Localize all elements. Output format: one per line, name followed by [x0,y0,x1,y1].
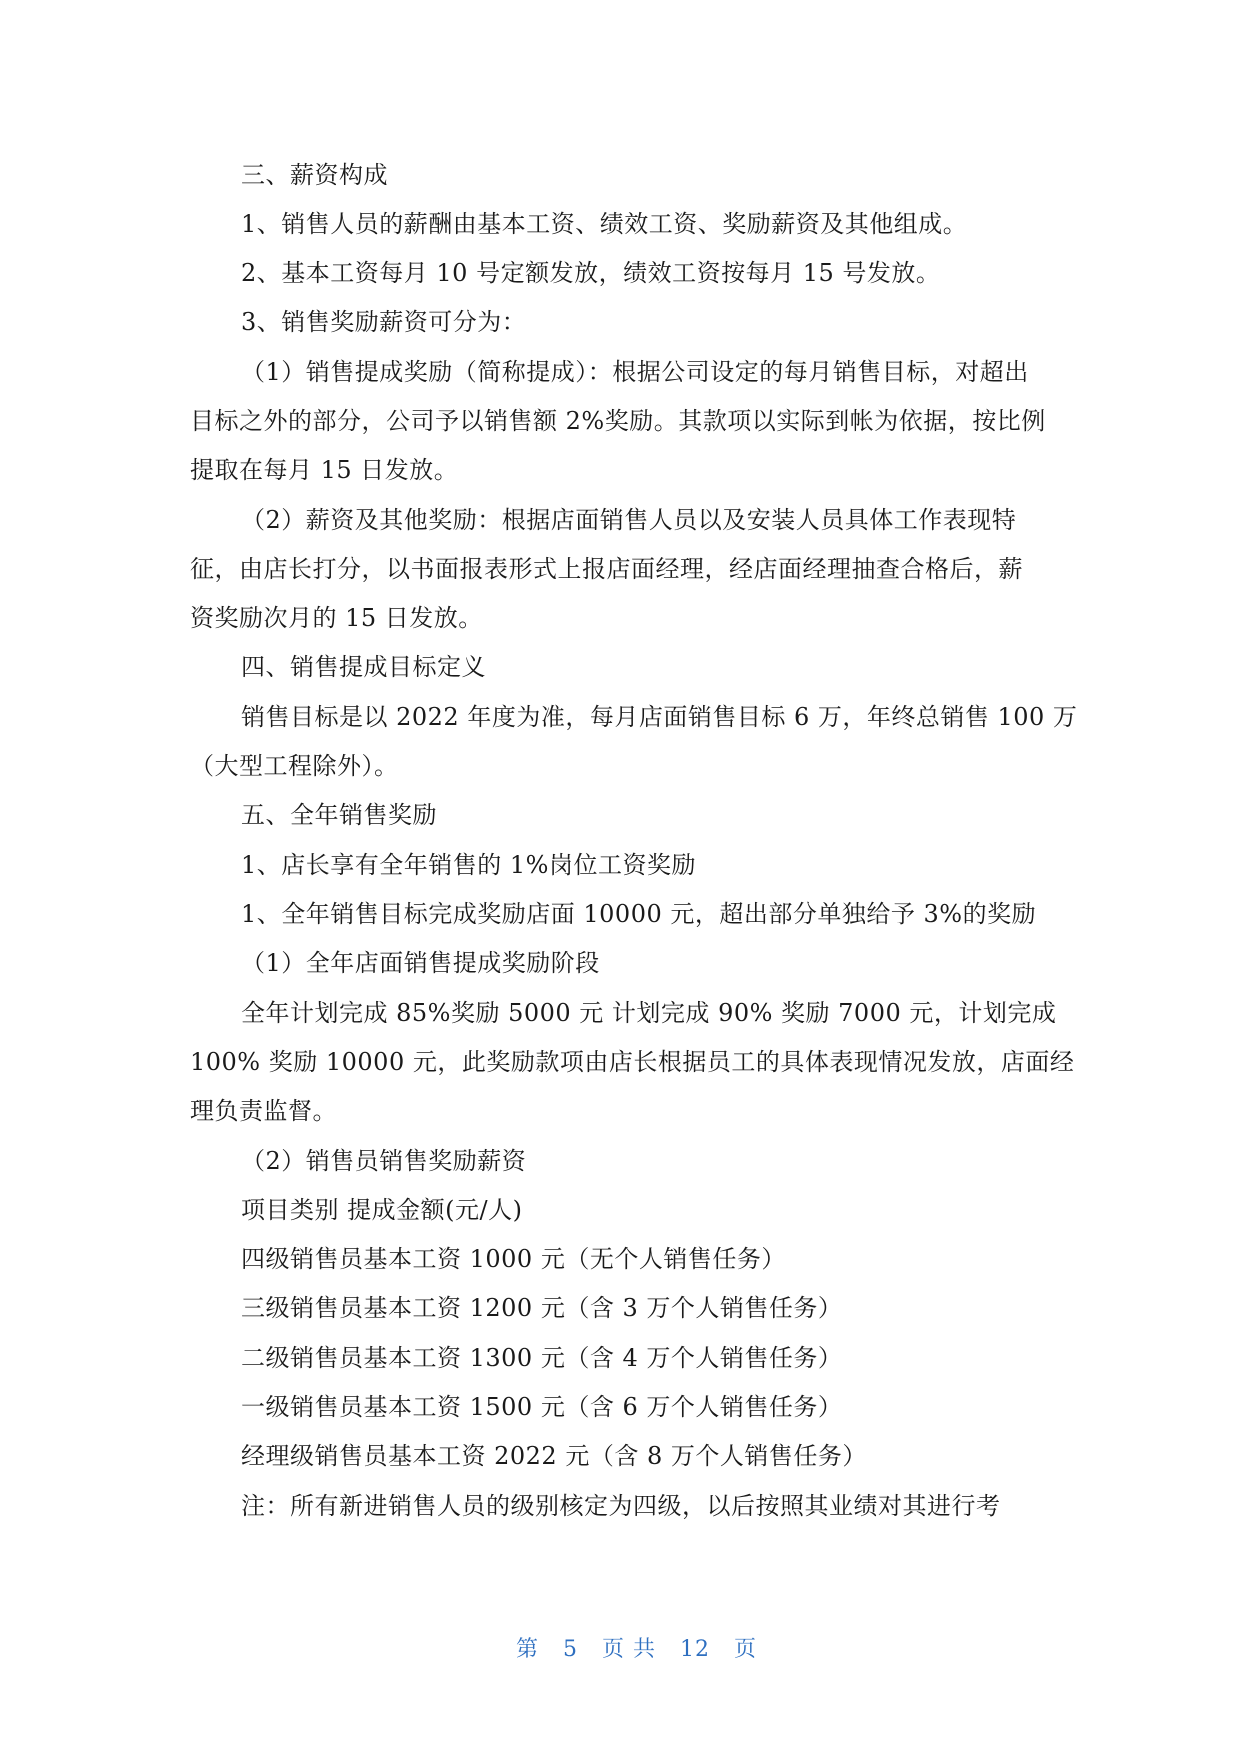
paragraph-line: 3、销售奖励薪资可分为： [241,308,527,336]
footer-label-page-end: 页 [733,1637,757,1662]
paragraph-line: 全年计划完成 85%奖励 5000 元 计划完成 90% 奖励 7000 元，计划完成 [241,999,1057,1027]
paragraph-line: （大型工程除外）。 [190,752,399,780]
section-heading-target-definition: 四、销售提成目标定义 [241,653,486,681]
list-item: 四级销售员基本工资 1000 元（无个人销售任务） [241,1245,786,1273]
paragraph-line: 1、销售人员的薪酬由基本工资、绩效工资、奖励薪资及其他组成。 [241,210,968,238]
footer-current-page: 5 [562,1637,578,1662]
paragraph-line: 目标之外的部分，公司予以销售额 2%奖励。其款项以实际到帐为依据，按比例 [190,407,1046,435]
footer-total-pages: 12 [679,1637,710,1662]
list-item: 三级销售员基本工资 1200 元（含 3 万个人销售任务） [241,1294,843,1322]
section-heading-salary-structure: 三、薪资构成 [241,161,388,189]
paragraph-line: 提取在每月 15 日发放。 [190,456,459,484]
paragraph-line: （1）全年店面销售提成奖励阶段 [241,949,600,977]
paragraph-line: 注：所有新进销售人员的级别核定为四级，以后按照其业绩对其进行考 [241,1492,1001,1520]
footer-label-of: 页 共 [601,1637,656,1662]
paragraph-line: 征，由店长打分，以书面报表形式上报店面经理，经店面经理抽查合格后，薪 [190,555,1023,583]
paragraph-line: （2）薪资及其他奖励：根据店面销售人员以及安装人员具体工作表现特 [241,506,1017,534]
paragraph-line: 销售目标是以 2022 年度为准，每月店面销售目标 6 万，年终总销售 100 万 [241,703,1078,731]
paragraph-line: （1）销售提成奖励（简称提成）：根据公司设定的每月销售目标，对超出 [241,358,1029,386]
section-heading-annual-reward: 五、全年销售奖励 [241,801,437,829]
paragraph-line: 1、全年销售目标完成奖励店面 10000 元，超出部分单独给予 3%的奖励 [241,900,1037,928]
footer-label-page: 第 [515,1637,539,1662]
page-footer [0,1608,1241,1692]
list-item: 一级销售员基本工资 1500 元（含 6 万个人销售任务） [241,1393,843,1421]
paragraph-line: （2）销售员销售奖励薪资 [241,1147,527,1175]
paragraph-line: 1、店长享有全年销售的 1%岗位工资奖励 [241,851,696,879]
list-item: 二级销售员基本工资 1300 元（含 4 万个人销售任务） [241,1344,843,1372]
paragraph-line: 理负责监督。 [190,1097,337,1125]
table-header-line: 项目类别 提成金额(元/人) [241,1196,523,1224]
paragraph-line: 100% 奖励 10000 元，此奖励款项由店长根据员工的具体表现情况发放，店面经 [190,1048,1075,1076]
list-item: 经理级销售员基本工资 2022 元（含 8 万个人销售任务） [241,1442,867,1470]
paragraph-line: 2、基本工资每月 10 号定额发放，绩效工资按每月 15 号发放。 [241,259,941,287]
paragraph-line: 资奖励次月的 15 日发放。 [190,604,483,632]
